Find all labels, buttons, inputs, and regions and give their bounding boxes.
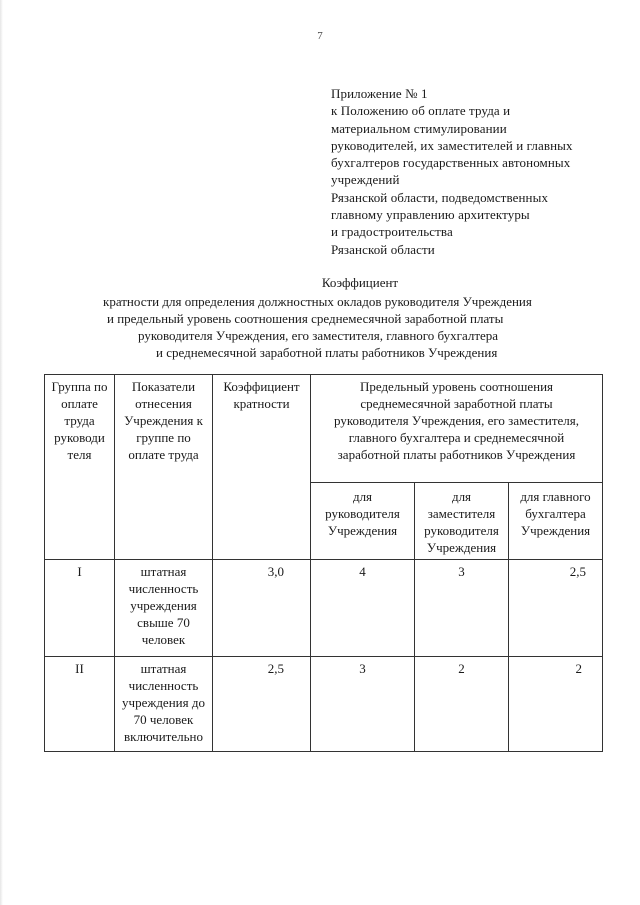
cell-accountant: 2,5 [509,560,603,657]
appendix-line: бухгалтеров государственных автономных [331,155,571,171]
table-row [45,657,603,752]
cell-coefficient: 3,0 [213,560,311,657]
appendix-line: главному управлению архитектуры [331,207,530,223]
cell-indicator: штатная численность учреждения до 70 человек включительно [115,657,213,752]
appendix-line: материальном стимулировании [331,120,507,136]
appendix-line: учреждений [331,172,400,188]
scan-edge [0,0,3,905]
header-coefficient: Коэффициент кратности [213,375,311,560]
header-for-head: для руководителя Учреждения [311,483,415,560]
header-limit: Предельный уровень соотношения среднемесячной заработной платы руководителя Учреждения, его заместителя, главного бухгалтера и среднемесячной заработной платы работников Учреждения [311,375,603,483]
table-row [45,560,603,657]
appendix-line: руководителей, их заместителей и главных [331,137,573,153]
appendix-line: Рязанской области, подведомственных [331,189,549,205]
cell-group: I [45,560,115,657]
appendix-line: и градостроительства [331,224,453,240]
subtitle-line: кратности для определения должностных окладов руководителя Учреждения [103,294,532,309]
cell-group: II [45,657,115,752]
header-group: Группа по оплате труда руководи теля [45,375,115,560]
appendix-line: Рязанской области [331,241,435,257]
header-for-accountant: для главного бухгалтера Учреждения [509,483,603,560]
cell-head: 3 [311,657,415,752]
subtitle-line: и предельный уровень соотношения среднемесячной заработной платы [107,311,504,326]
appendix-line: к Положению об оплате труда и [331,103,511,119]
page-number: 7 [317,30,323,42]
appendix-block [331,85,631,258]
cell-coefficient: 2,5 [213,657,311,752]
cell-head: 4 [311,560,415,657]
header-for-deputy: для заместителя руководителя Учреждения [415,483,509,560]
header-indicators: Показатели отнесения Учреждения к группе по оплате труда [115,375,213,560]
cell-indicator: штатная численность учреждения свыше 70 человек [115,560,213,657]
appendix-line: Приложение № 1 [331,86,428,101]
table-header-row [45,375,603,483]
coefficient-table [44,374,603,752]
subtitle-line: руководителя Учреждения, его заместителя, главного бухгалтера [138,328,499,343]
document-title: Коэффициент [321,275,399,290]
subtitle-line: и среднемесячной заработной платы работников Учреждения [156,345,498,360]
cell-deputy: 2 [415,657,509,752]
cell-deputy: 3 [415,560,509,657]
cell-accountant: 2 [509,657,603,752]
